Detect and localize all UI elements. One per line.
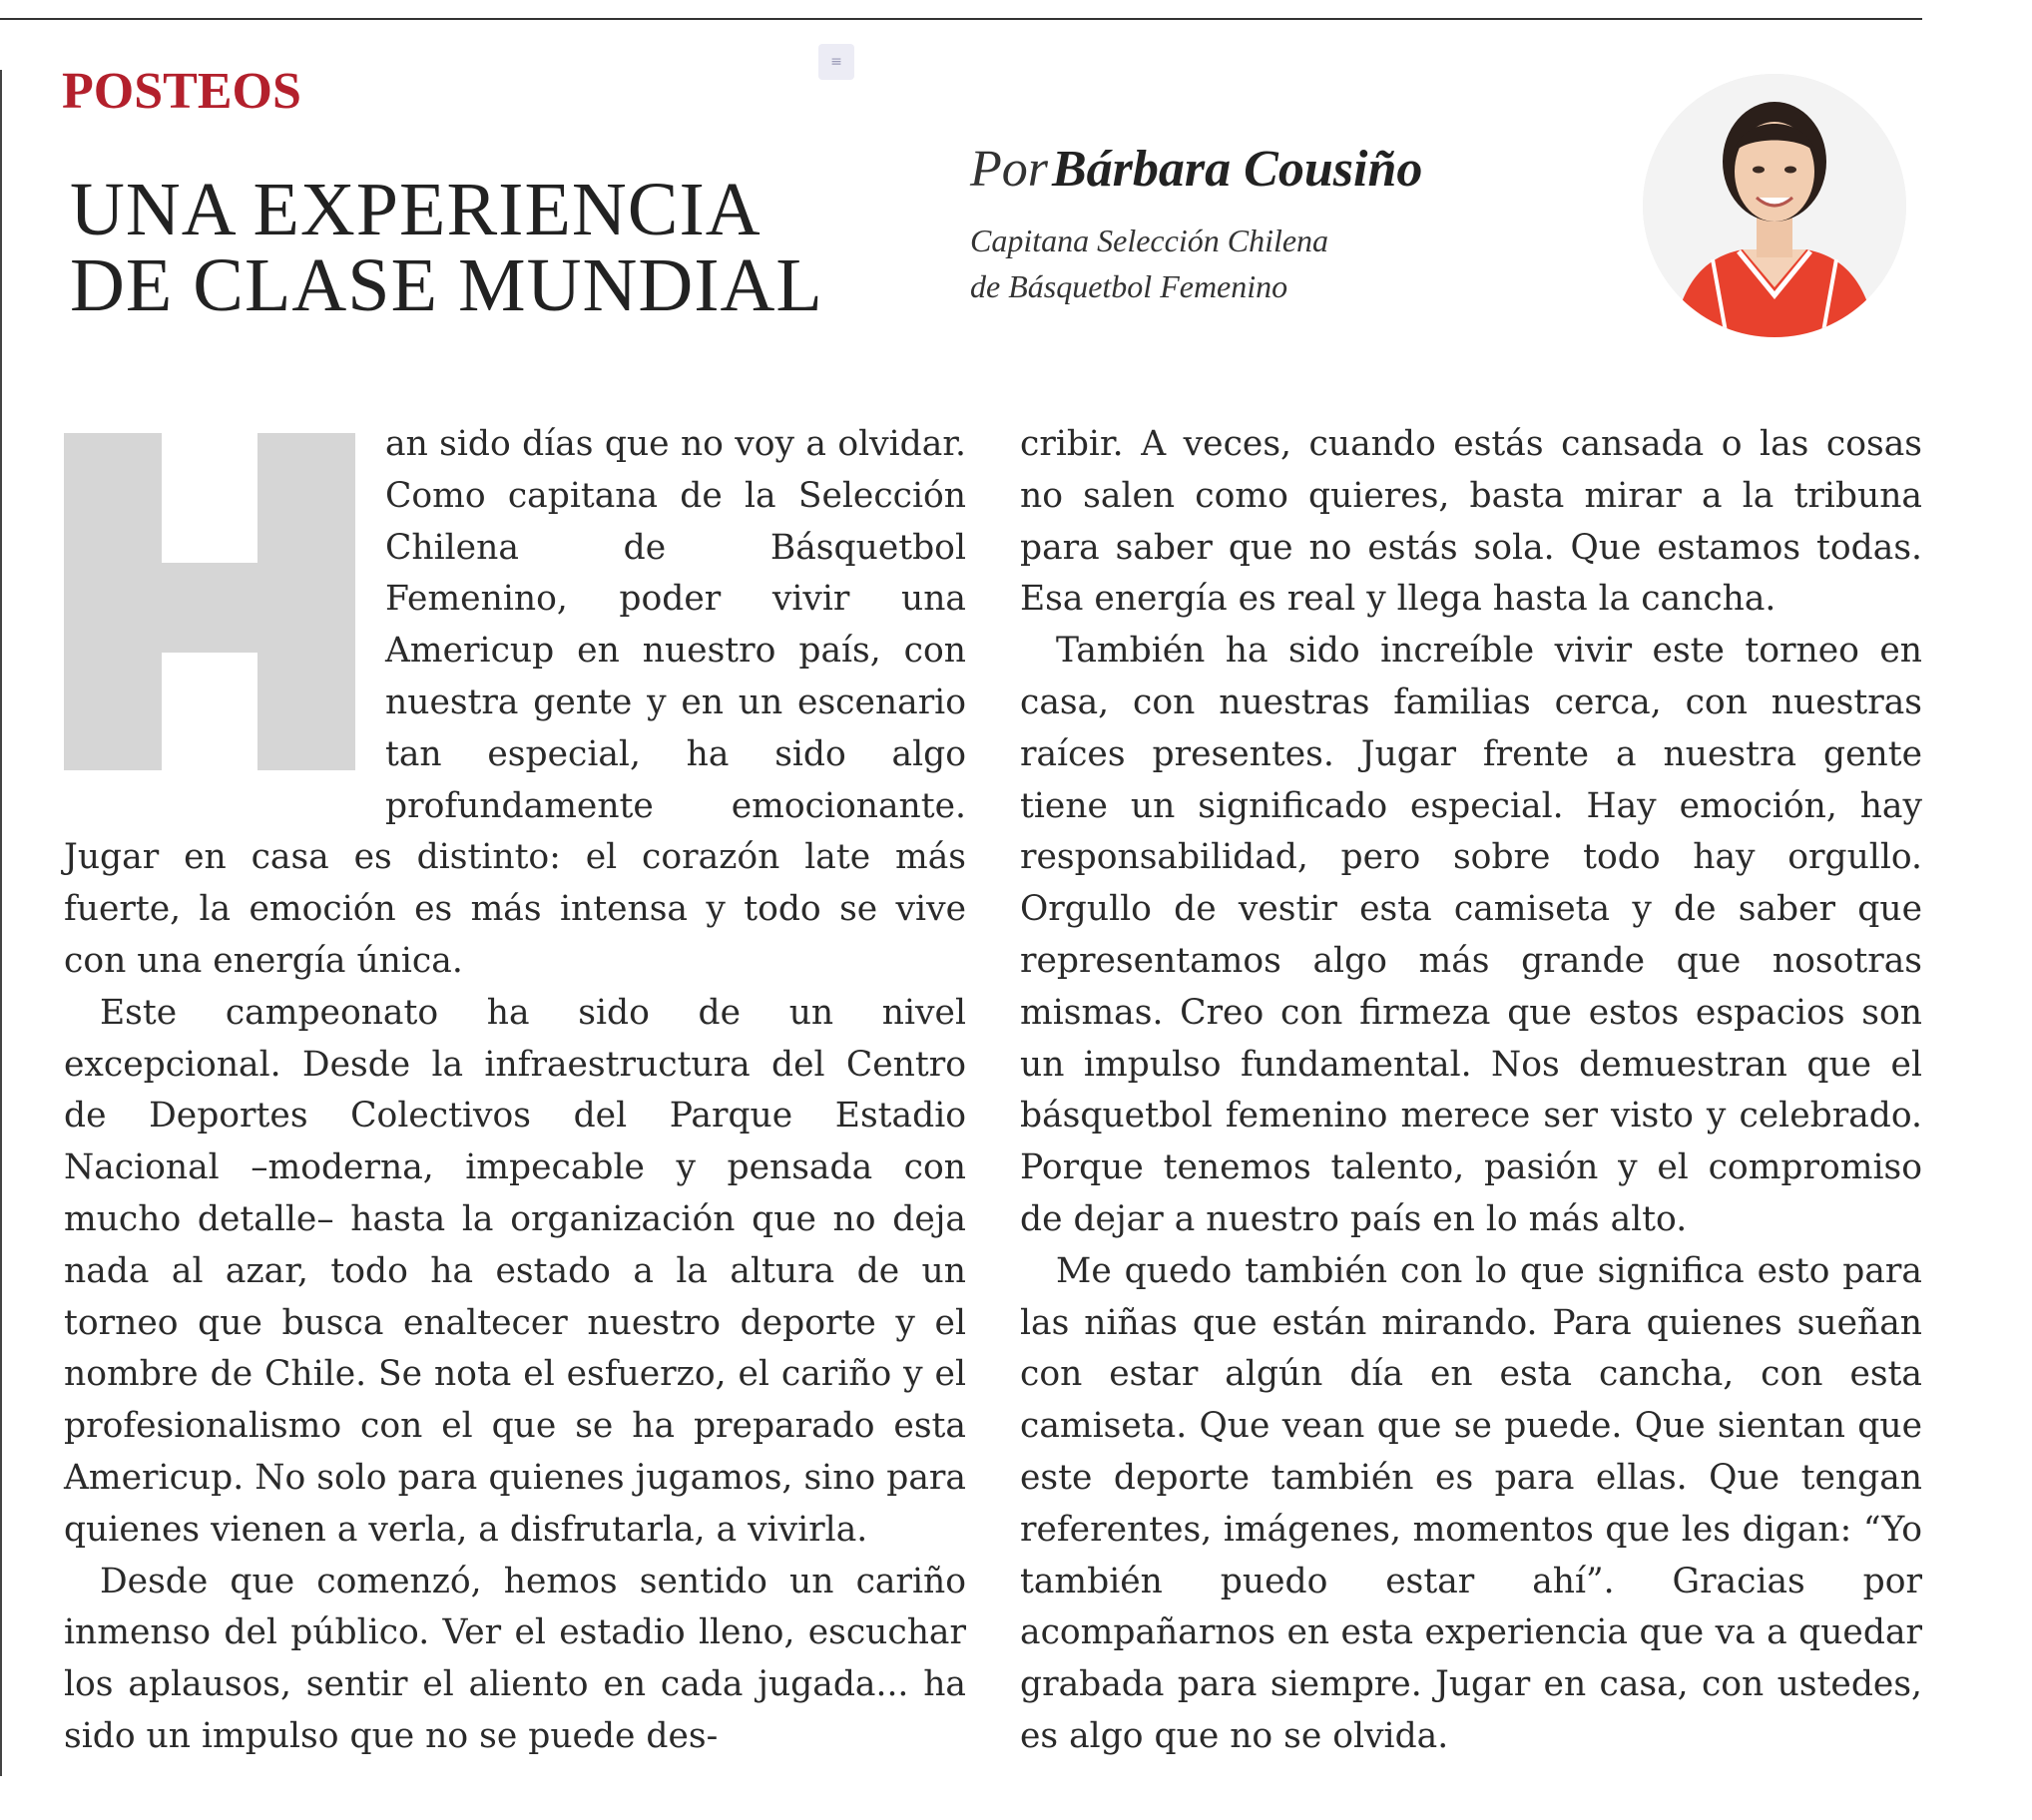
top-rule — [0, 18, 1922, 20]
paragraph: Me quedo también con lo que significa esto para las niñas que están mirando. Para quienes sueñan con estar algún día en esta cancha, con esta camiseta. Que vean que se puede. Que sientan que este deporte también es para ellas. Que tengan referentes, imágenes, momentos que les digan: “Yo también puedo estar ahí”. Gracias por acompañarnos en esta experiencia que va a quedar grabada para siempre. Jugar en casa, con ustedes, es algo que no se olvida. — [1020, 1250, 1922, 1756]
author-photo — [1643, 74, 1906, 337]
article-column-2 — [1020, 419, 1922, 1763]
article-column-1 — [64, 419, 966, 1763]
drop-cap-glyph — [64, 433, 355, 792]
paragraph: Este campeonato ha sido de un nivel excepcional. Desde la infraestructura del Centro de Deportes Colectivos del Parque Estadio Nacional –moderna, impecable y pensada con mucho detalle– hasta la organización que no deja nada al azar, todo ha estado a la altura de un torneo que busca enaltecer nuestro deporte y el nombre de Chile. Se nota el esfuerzo, el cariño y el profesionalismo con el que se ha preparado esta Americup. No solo para quienes jugamos, sino para quienes vienen a verla, a disfrutarla, a vivirla. — [64, 992, 966, 1550]
headline-line-2: DE CLASE MUNDIAL — [70, 243, 823, 327]
drop-cap — [64, 433, 355, 792]
author-role-line-1: Capitana Selección Chilena — [970, 223, 1329, 258]
paragraph: an sido días que no voy a olvidar. Como capitana de la Selección Chilena de Básquetbol Femenino, poder vivir una Americup en nuestro país, con nuestra gente y en un escenario tan especial, ha sido algo profundamente emocionante. Jugar en casa es distinto: el corazón late más fuerte, la emoción es más intensa y todo se vive con una energía única. — [64, 424, 966, 981]
headline-line-1: UNA EXPERIENCIA — [70, 168, 762, 251]
byline-prefix: Por — [970, 141, 1048, 198]
author-role — [970, 218, 1328, 309]
author-role-line-2: de Básquetbol Femenino — [970, 268, 1288, 304]
byline — [970, 140, 1422, 199]
note-icon[interactable]: ≡ — [818, 44, 854, 80]
paragraph: Desde que comenzó, hemos sentido un cariño inmenso del público. Ver el estadio lleno, escuchar los aplausos, sentir el aliento en cada jugada... ha sido un impulso que no se puede des- — [64, 1561, 966, 1756]
author-name: Bárbara Cousiño — [1052, 141, 1423, 198]
section-label: POSTEOS — [62, 63, 301, 120]
headline — [70, 168, 823, 327]
paragraph: cribir. A veces, cuando estás cansada o las cosas no salen como quieres, basta mirar a la tribuna para saber que no estás sola. Que estamos todas. Esa energía es real y llega hasta la cancha. — [1020, 424, 1922, 620]
left-column-rule — [0, 70, 2, 1776]
paragraph: También ha sido increíble vivir este torneo en casa, con nuestras familias cerca, con nuestras raíces presentes. Jugar frente a nuestra gente tiene un significado especial. Hay emoción, hay responsabilidad, pero sobre todo hay orgullo. Orgullo de vestir esta camiseta y de saber que representamos algo más grande que nosotras mismas. Creo con firmeza que estos espacios son un impulso fundamental. Nos demuestran que el básquetbol femenino merece ser visto y celebrado. Porque tenemos talento, pasión y el compromiso de dejar a nuestro país en lo más alto. — [1020, 631, 1922, 1239]
